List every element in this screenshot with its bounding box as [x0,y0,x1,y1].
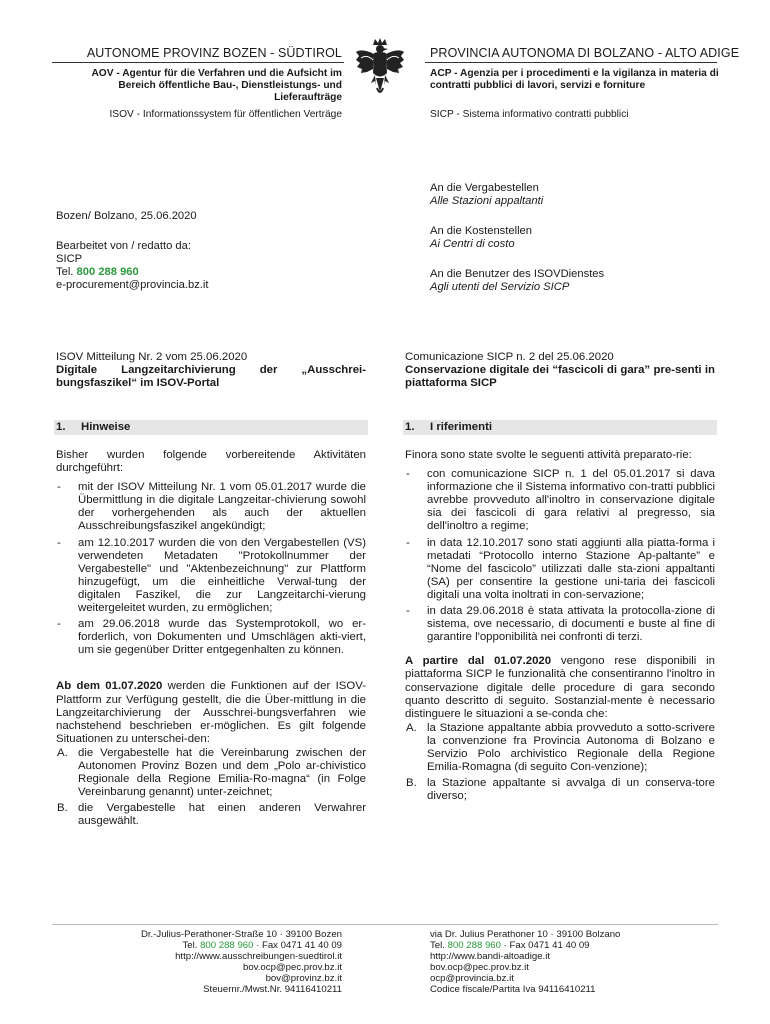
list-item: - am 29.06.2018 wurde das Systemprotokoll, wo er-forderlich, von Dokumenten und Umschlägen akti-viert, um sie gegenüber Dritter entgegenhalten zu können. [57,618,366,657]
edited-by-label: Bearbeitet von / redatto da: [56,240,191,252]
sender-phone: Tel. 800 288 960 [56,266,139,278]
header-right-system: SICP - Sistema informativo contratti pubblici [430,109,629,120]
header-left-agency: AOV - Agentur für die Verfahren und die Aufsicht im Bereich öffentliche Bau-, Dienstleistungs- und Lieferaufträge [91,68,342,103]
intro-it: Finora sono state svolte le seguenti attività preparato-rie: [405,449,692,461]
list-item: B. la Stazione appaltante si avvalga di un conserva-tore diverso; [406,777,715,803]
header-right-title: PROVINCIA AUTONOMA DI BOLZANO - ALTO ADIGE [430,46,740,60]
recipient-3-it: Agli utenti del Servizio SICP [430,281,570,293]
list-item: - con comunicazione SICP n. 1 del 05.01.2017 si dava informazione che il Sistema informativo con-tratti pubblici avrebbe provveduto all'inoltro in conservazione digitale sia dei fascicoli di gara relativi al pregresso, sia dell'inoltro a regime; [406,468,715,533]
list-item: - mit der ISOV Mitteilung Nr. 1 vom 05.01.2017 wurde die Übermittlung in die digitale Langzeitar-chivierung sowohl der vorhergehenden als auch der aktuellen Ausschreibungsfaszikel angekündigt; [57,481,366,533]
list-item: A. die Vergabestelle hat die Vereinbarung zwischen der Autonomen Provinz Bozen und dem „Polo ar-chivistico Regionale della Regione Emilia-Ro-magna“ (in Folge Vereinbarung genannt) unter-zeichnet; [57,746,366,799]
footer-email-link[interactable]: bov@provinz.bz.it [265,973,342,984]
list-item: B. die Vergabestelle hat einen anderen Verwahrer ausgewählt. [57,802,366,828]
footer-phone-link[interactable]: 800 288 960 [447,940,501,951]
footer-rule [52,924,718,925]
recipient-3-de: An die Benutzer des ISOVDienstes [430,268,605,280]
alpha-list-de [56,747,366,829]
recipient-2-de: An die Kostenstellen [430,225,532,237]
intro-de: Bisher wurden folgende vorbereitende Aktivitäten durchgeführt: [56,449,366,475]
header-left-rule [52,62,344,63]
coat-of-arms-icon [354,36,406,100]
list-item: - in data 29.06.2018 è stata attivata la protocolla-zione di sistema, ove necessario, di documenti e buste al fine di garantire l'opponibilità nei confronti di terzi. [406,605,715,644]
subject-it-line: Comunicazione SICP n. 2 del 25.06.2020 [405,351,614,363]
subject-it [405,351,715,390]
column-de [56,449,366,829]
subject-de-line: ISOV Mitteilung Nr. 2 vom 25.06.2020 [56,351,248,363]
list-it [405,468,715,644]
column-it [405,449,715,804]
phone-link[interactable]: 800 288 960 [76,266,139,278]
recipient-1-it: Alle Stazioni appaltanti [430,195,544,207]
subject-it-title: Conservazione digitale dei “fascicoli di gara” pre-senti in piattaforma SICP [405,364,715,390]
footer-de: Dr.-Julius-Perathoner-Straße 10 · 39100 Bozen Tel. 800 288 960 · Fax 0471 41 40 09 http://www.ausschreibungen-suedtirol.it bov.ocp@pec.prov.bz.it bov@provinz.bz.it Steuernr./Mwst.Nr. 94116410211 [60,929,342,995]
header-right-agency: ACP - Agenzia per i procedimenti e la vigilanza in materia di contratti pubblici di lavori, servizi e forniture [430,68,719,91]
footer-email-link[interactable]: ocp@provincia.bz.it [430,973,514,984]
section-heading-it: 1. I riferimenti [403,420,717,435]
section-heading-de: 1. Hinweise [54,420,368,435]
paragraph-it: A partire dal 01.07.2020 vengono rese disponibili in piattaforma SICP le funzionalità che consentiranno l'inoltro in conservazione digitale delle procedure di gara secondo quanto descritto di seguito. Sostanzial-mente è necessario distinguere le situazioni a se-conda che: [405,655,715,720]
letter-date: Bozen/ Bolzano, 25.06.2020 [56,210,197,222]
sender-org: SICP [56,253,83,265]
header-right-rule [425,62,717,63]
subject-de-title: Digitale Langzeitarchivierung der „Ausschrei-bungsfaszikel“ im ISOV-Portal [56,364,366,390]
paragraph-de: Ab dem 01.07.2020 werden die Funktionen auf der ISOV-Plattform zur Verfügung gestellt, die die Über-mittlung in die Langzeitarchivierung der Ausschrei-bungsverfahren wie nachstehend beschrieben er-möglichen. Es gilt folgende Situationen zu unterschei-den: [56,680,366,745]
footer-web-link[interactable]: http://www.bandi-altoadige.it [430,951,550,962]
footer-email-link[interactable]: bov.ocp@pec.prov.bz.it [243,962,342,973]
list-item: - am 12.10.2017 wurden die von den Vergabestellen (VS) verwendeten Metadaten "Protokollnummer der Vergabestelle" und "Aktenbezeichnung" zur Plattform hinzugefügt, um die einheitliche Verwal-tung der digitalen Faszikel, die zur Langzeitarchi-vierung weitergeleitet wurden, zu ermöglichen; [57,536,366,615]
list-de [56,481,366,657]
footer-phone-link[interactable]: 800 288 960 [200,940,254,951]
sender-block [56,210,356,292]
recipient-1-de: An die Vergabestellen [430,182,539,194]
list-item: - in data 12.10.2017 sono stati aggiunti alla piatta-forma i metadati “Protocollo interno Stazione Ap-paltante” e “Nome del fascicolo” utilizzati dalle sta-zioni appaltanti (SA) per consentire la gestione uni-taria dei fascicoli digitali una volta inoltrati in con-servazione; [406,536,715,601]
recipient-list [430,182,730,294]
footer-web-link[interactable]: http://www.ausschreibungen-suedtirol.it [175,951,342,962]
recipient-2-it: Ai Centri di costo [430,238,515,250]
header-left-system: ISOV - Informationssystem für öffentlichen Verträge [109,109,342,120]
footer-it: via Dr. Julius Perathoner 10 · 39100 Bolzano Tel. 800 288 960 · Fax 0471 41 40 09 http://www.bandi-altoadige.it bov.ocp@pec.prov.bz.it ocp@provincia.bz.it Codice fiscale/Partita Iva 94116410211 [430,929,730,995]
list-item: A. la Stazione appaltante abbia provveduto a sotto-scrivere la convenzione fra Provincia Autonoma di Bolzano e Servizio Polo archivistico Regionale della Regione Emilia-Romagna (di seguito Con-venzione); [406,721,715,774]
alpha-list-it [405,722,715,804]
sender-email[interactable]: e-procurement@provincia.bz.it [56,279,209,291]
header-left-title: AUTONOME PROVINZ BOZEN - SÜDTIROL [86,46,342,60]
footer-email-link[interactable]: bov.ocp@pec.prov.bz.it [430,962,529,973]
subject-de [56,351,366,390]
